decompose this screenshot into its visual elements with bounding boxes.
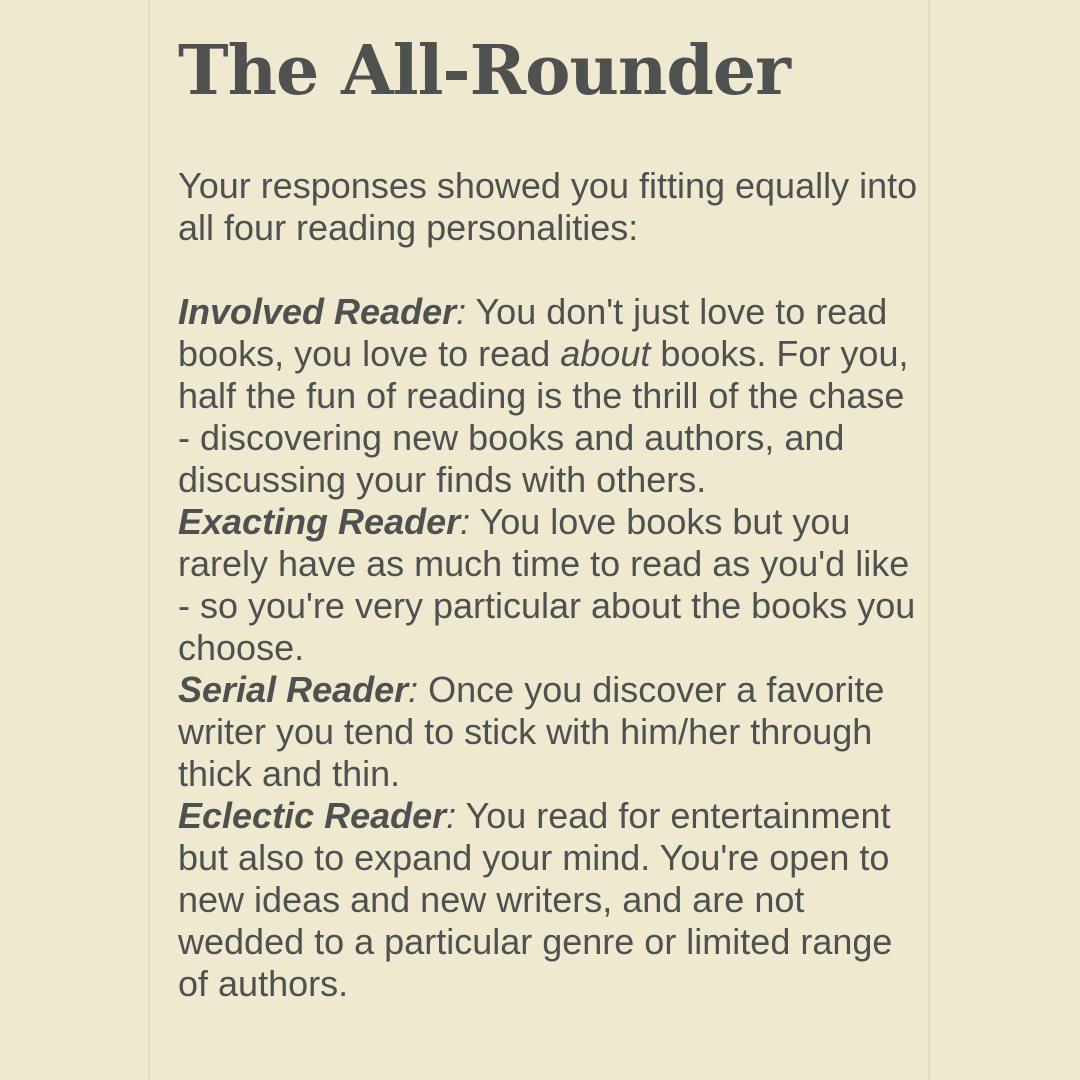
result-card [148, 0, 930, 1080]
intro-text: Your responses showed you fitting equally into all four reading personalities: [178, 165, 918, 248]
emphasis-text: about [560, 333, 651, 374]
page-title: The All-Rounder [178, 31, 791, 111]
personality-exacting [178, 501, 918, 669]
personality-colon: : [456, 291, 467, 332]
personality-eclectic [178, 795, 918, 1005]
personality-serial [178, 669, 918, 795]
personality-description-continued: books. For you, half the fun of reading is the thrill of the chase - discovering new books and authors, and discussing your finds with others. [178, 333, 909, 500]
personality-colon: : [446, 795, 457, 836]
personality-colon: : [408, 669, 419, 710]
personality-name: Serial Reader [178, 669, 409, 710]
personality-name: Eclectic Reader [178, 795, 447, 836]
personality-colon: : [460, 501, 471, 542]
result-description [178, 165, 918, 1005]
personality-name: Exacting Reader [178, 501, 461, 542]
personality-description: You love books but you rarely have as much time to read as you'd like - so you're very particular about the books you choose. [178, 501, 916, 668]
personality-description: Once you discover a favorite writer you tend to stick with him/her through thick and thin. [178, 669, 885, 794]
personality-name: Involved Reader [178, 291, 457, 332]
personality-involved [178, 291, 918, 501]
personality-description: You read for entertainment but also to expand your mind. You're open to new ideas and new writers, and are not wedded to a particular genre or limited range of authors. [178, 795, 893, 1004]
personality-description: You don't just love to read books, you love to read [178, 291, 888, 374]
